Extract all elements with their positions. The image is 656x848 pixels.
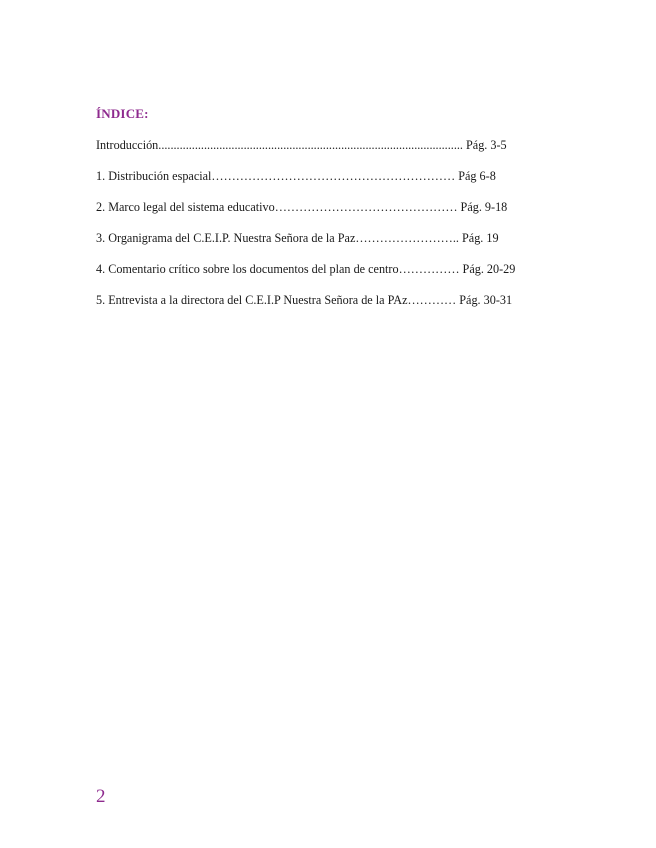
toc-entry-introduccion: Introducción.................................................................................................... Pág. 3-5 (96, 138, 507, 152)
toc-entry-marco-legal: 2. Marco legal del sistema educativo……………………………………… Pág. 9-18 (96, 200, 508, 214)
toc-entry-entrevista: 5. Entrevista a la directora del C.E.I.P Nuestra Señora de la PAz………… Pág. 30-31 (96, 293, 513, 307)
toc-entry-distribucion-espacial: 1. Distribución espacial…………………………………………………… Pág 6-8 (96, 169, 496, 183)
index-title: ÍNDICE: (96, 106, 149, 121)
toc-entry-organigrama: 3. Organigrama del C.E.I.P. Nuestra Señora de la Paz…………………….. Pág. 19 (96, 231, 499, 245)
toc-entry-comentario-critico: 4. Comentario crítico sobre los documentos del plan de centro…………… Pág. 20-29 (96, 262, 516, 276)
table-of-contents (96, 138, 566, 324)
page-number: 2 (96, 786, 106, 807)
